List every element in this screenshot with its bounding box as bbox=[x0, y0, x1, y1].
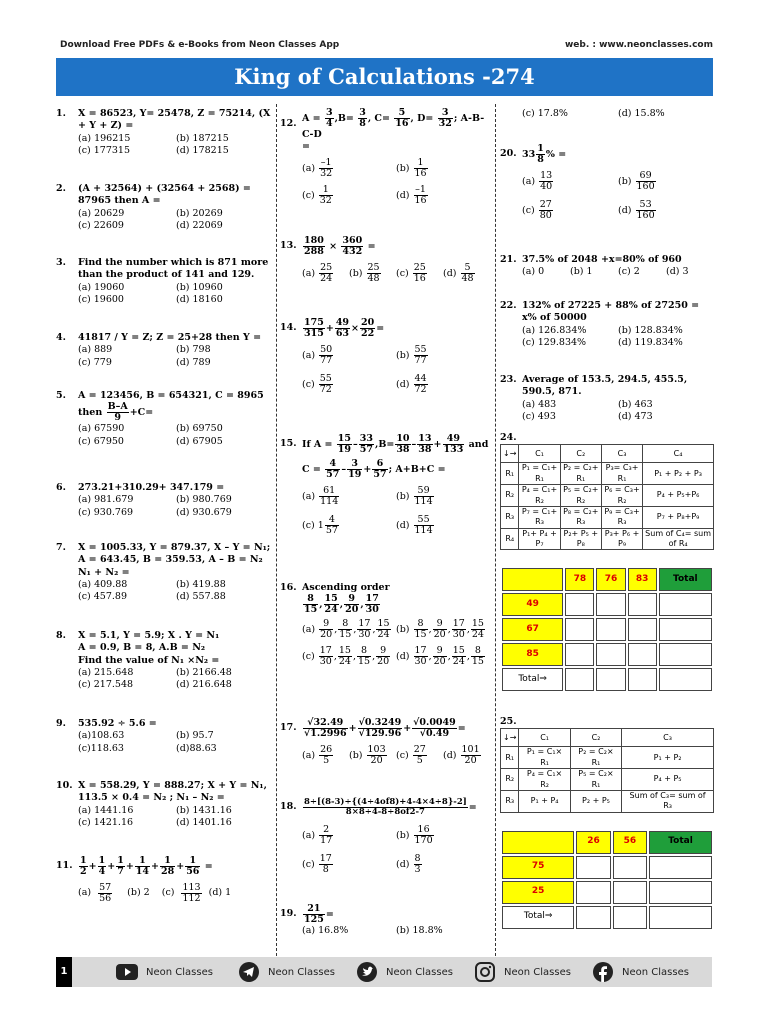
question-7: 7. X = 1005.33, Y = 879.37, X – Y = N₁; A = 643.45, B = 359.53, A – B = N₂ N₁ + N₂ = (a) 409.88 (b) 419.88 (c) 457.89 (d) 557.88 bbox=[56, 542, 271, 603]
grid-cell: P₃= C₃+ R₁ bbox=[601, 463, 642, 485]
question-4: 4. 41817 / Y = Z; Z = 25+28 then Y = (a) 889 (b) 798 (c) 779 (d) 789 bbox=[56, 332, 262, 368]
question-5: 5. A = 123456, B = 654321, C = 8965 then $\frac{B-A}{9}$ +C= (a) 67590 (b) 69750 (c) 67950 (d) 67905 bbox=[56, 390, 264, 447]
fraction: $\frac{15}{24}$ bbox=[377, 618, 390, 641]
option-a: (a) $\frac{9}{20}$ , $\frac{8}{15}$ , $\frac{17}{30}$ , $\frac{15}{24}$ bbox=[302, 618, 390, 641]
top-bar bbox=[60, 40, 713, 54]
question-2: 2. (A + 32564) + (32564 + 2568) = 87965 then A = (a) 20629 (b) 20269 (c) 22609 (d) 22069 bbox=[56, 183, 251, 232]
grid-cell: P₇ + P₈+P₉ bbox=[643, 506, 714, 528]
answer-input-cell[interactable] bbox=[565, 668, 594, 691]
question-11: 11. $\frac{1}{2}$ + $\frac{1}{4}$ + $\frac{1}{7}$ + $\frac{1}{14}$ + $\frac{1}{28}$ + $\frac{1}{56}$ = (a) $\frac{57}{56}$ (b) 2 (c) $\frac{113}{112}$ (d) 1 bbox=[56, 855, 232, 904]
fraction: $\frac{9}{20}$ bbox=[377, 645, 390, 668]
website-link[interactable]: web. : www.neonclasses.com bbox=[564, 40, 713, 50]
question-12: 12. A = $\frac{3}{4}$ ,B= $\frac{3}{8}$ , C= $\frac{5}{16}$ , D= $\frac{3}{32}$ ; A-B-C-D = (a) $\frac{-1}{32}$ (b) $\frac{1}{16}$ (c) $\frac{1}{32}$ (d) $\frac{-1}{16}$ bbox=[280, 107, 485, 206]
answer-input-cell[interactable] bbox=[649, 881, 712, 904]
grid-cell: C₂ bbox=[570, 729, 621, 747]
fraction: $\frac{1}{56}$ bbox=[186, 855, 200, 877]
question-19-cont: (c) 17.8% (d) 15.8% bbox=[522, 108, 665, 119]
twitter-link[interactable]: Neon Classes bbox=[356, 962, 453, 982]
telegram-link[interactable]: Neon Classes bbox=[238, 962, 335, 982]
grid-cell: P₉ = C₃+ R₃ bbox=[601, 506, 642, 528]
fraction: $\frac{15}{24}$ bbox=[471, 618, 484, 641]
fraction: $\frac{1}{2}$ bbox=[80, 855, 87, 877]
telegram-icon bbox=[238, 962, 260, 982]
grid-cell: P₂+ P₅ + P₈ bbox=[560, 528, 601, 550]
fraction: $\frac{1}{7}$ bbox=[117, 855, 124, 877]
question-20: 20. 33 $\frac{1}{8}$ % = (a) $\frac{13}{40}$ (b) $\frac{69}{160}$ (c) $\frac{27}{80}$ (d) $\frac{53}{160}$ bbox=[500, 143, 655, 221]
grid-cell: Sum of C₄= sum of R₄ bbox=[643, 528, 714, 550]
question-6: 6. 273.21+310.29+ 347.179 = (a) 981.679 (b) 980.769 (c) 930.769 (d) 930.679 bbox=[56, 482, 232, 518]
answer-input-cell[interactable] bbox=[659, 618, 712, 641]
grid-cell: C₄ bbox=[643, 445, 714, 463]
fraction: $\frac{17}{30}$ bbox=[358, 618, 371, 641]
grid-cell: P₁ + P₂ + P₃ bbox=[643, 463, 714, 485]
answer-header-cell bbox=[502, 831, 574, 854]
question-9: 9. 535.92 ÷ 5.6 = (a)108.63 (b) 95.7 (c)118.63 (d)88.63 bbox=[56, 718, 217, 754]
grid-cell: C₃ bbox=[601, 445, 642, 463]
answer-header-cell: 56 bbox=[613, 831, 647, 854]
fraction: $\frac{17}{30}$ bbox=[365, 593, 379, 616]
grid-cell: P₄ + P₅ bbox=[622, 769, 714, 791]
grid-cell: P₂ = C₂× R₁ bbox=[570, 747, 621, 769]
download-note: Download Free PDFs & e-Books from Neon Classes App bbox=[60, 40, 340, 50]
fraction: $\frac{17}{30}$ bbox=[414, 645, 427, 668]
fraction: $\frac{8}{15}$ bbox=[358, 645, 371, 668]
answer-input-cell[interactable] bbox=[613, 856, 647, 879]
answer-input-cell[interactable] bbox=[576, 906, 610, 929]
fraction: $\frac{9}{20}$ bbox=[345, 593, 359, 616]
answer-input-cell[interactable] bbox=[628, 643, 657, 666]
grid-cell: P₆ = C₃+ R₂ bbox=[601, 485, 642, 507]
grid-cell: ↓→ bbox=[501, 445, 519, 463]
page-title: King of Calculations -274 bbox=[56, 58, 713, 96]
answer-row-label: Total⇒ bbox=[502, 906, 574, 929]
fraction: $\frac{1}{28}$ bbox=[160, 855, 175, 877]
grid-cell: C₁ bbox=[519, 729, 570, 747]
youtube-link[interactable]: Neon Classes bbox=[116, 962, 213, 982]
question-16: 16. Ascending order $\frac{8}{15}$ , $\frac{15}{24}$ , $\frac{9}{20}$ , $\frac{17}{30}$ (a) $\frac{9}{20}$ , $\frac{8}{15}$ , $\frac{17}{30}$ , $\frac{15}{24}$ (b) $\frac{8}{15}$ , $\frac{9}{20}$ , $\frac{17}{30}$ , $\frac{15}{24}$ (c) $\frac{17}{30}$ , $\frac{15}{24}$ , $\frac{8}{15}$ , $\frac{9}{20}$ (d) $\frac{17}{30}$ , $\frac{9}{20}$ , $\frac{15}{24}$ , $\frac{8}{15}$ bbox=[280, 582, 490, 667]
answer-input-cell[interactable] bbox=[596, 618, 625, 641]
grid-cell: P₇ = C₁+ R₃ bbox=[519, 506, 560, 528]
grid-cell: C₁ bbox=[519, 445, 560, 463]
fraction: $\frac{9}{20}$ bbox=[433, 618, 446, 641]
grid-cell: C₂ bbox=[560, 445, 601, 463]
column-divider bbox=[495, 104, 496, 956]
grid-cell: P₁ + P₂ bbox=[622, 747, 714, 769]
fraction: $\frac{1}{14}$ bbox=[135, 855, 150, 877]
answer-grid-25 bbox=[500, 829, 714, 931]
answer-input-cell[interactable] bbox=[649, 906, 712, 929]
question-14: 14. $\frac{175}{315}$ + $\frac{49}{63}$ × $\frac{20}{22}$ = (a) $\frac{50}{77}$ (b) $\frac{55}{77}$ (c) $\frac{55}{72}$ (d) $\frac{44}{72}$ bbox=[280, 317, 427, 395]
instagram-link[interactable]: Neon Classes bbox=[474, 962, 571, 982]
fraction: $\frac{1}{4}$ bbox=[98, 855, 106, 877]
answer-header-cell bbox=[502, 568, 563, 591]
option-c: (c) $\frac{17}{30}$ , $\frac{15}{24}$ , $\frac{8}{15}$ , $\frac{9}{20}$ bbox=[302, 645, 390, 668]
grid-cell: P₂ + P₅ bbox=[570, 790, 621, 812]
grid-cell: P₁ = C₁+ R₁ bbox=[519, 463, 560, 485]
grid-cell: P₂ = C₂+ R₁ bbox=[560, 463, 601, 485]
facebook-icon bbox=[592, 962, 614, 982]
answer-input-cell[interactable] bbox=[596, 643, 625, 666]
answer-input-cell[interactable] bbox=[659, 593, 712, 616]
answer-grid-24 bbox=[500, 566, 714, 693]
grid-cell: R₁ bbox=[501, 463, 519, 485]
question-1: 1. X = 86523, Y= 25478, Z = 75214, (X + Y + Z) = (a) 196215 (b) 187215 (c) 177315 (d) 178215 bbox=[56, 108, 271, 157]
answer-input-cell[interactable] bbox=[576, 881, 610, 904]
question-19: 19. $\frac{21}{125}$ = (a) 16.8% (b) 18.8% bbox=[280, 903, 443, 936]
twitter-icon bbox=[356, 962, 378, 982]
footer-bar bbox=[56, 957, 712, 987]
fraction: $\frac{17}{30}$ bbox=[319, 645, 332, 668]
answer-input-cell[interactable] bbox=[628, 668, 657, 691]
grid-cell: P₁ + P₄ bbox=[519, 790, 570, 812]
grid-cell: R₂ bbox=[501, 485, 519, 507]
grid-cell: P₅ = C₂+ R₂ bbox=[560, 485, 601, 507]
question-3: 3. Find the number which is 871 more than the product of 141 and 129. (a) 19060 (b) 10960 (c) 19600 (d) 18160 bbox=[56, 257, 269, 306]
answer-input-cell[interactable] bbox=[659, 668, 712, 691]
answer-row-label: 49 bbox=[502, 593, 563, 616]
answer-header-cell: Total bbox=[659, 568, 712, 591]
instagram-icon bbox=[474, 962, 496, 982]
grid-cell: P₈ = C₂+ R₃ bbox=[560, 506, 601, 528]
fraction: $\frac{9}{20}$ bbox=[433, 645, 446, 668]
question-24: 24. ↓→ C₁ C₂ C₃ C₄ R₁ P₁ = C₁+ R₁ P₂ = C₂+ R₁ P₃= C₃+ R₁ P₁ + P₂ + P₃ R₂ P₄ = C₁+ R₂ P₅ = C₂+ R₂ P₆ = C₃+ R₂ P₄ + P₅+P₆ R₃ P₇ = C₁+ R₃ P₈ = C₂+ R₃ P₉ = C₃+ R₃ P₇ + P₈+P₉ R₄ P₁+ P₄ + P₇ P₂+ P₅ + P₈ P₃+ P₆ + P₉ Sum of C₄= sum of R₄ 78 76 83 Total 49 67 85 Total⇒ bbox=[500, 432, 714, 693]
fraction: $\frac{15}{24}$ bbox=[338, 645, 351, 668]
fraction: $\frac{17}{30}$ bbox=[452, 618, 465, 641]
option-d: (d) $\frac{17}{30}$ , $\frac{9}{20}$ , $\frac{15}{24}$ , $\frac{8}{15}$ bbox=[396, 645, 484, 668]
answer-header-cell: 78 bbox=[565, 568, 594, 591]
fraction: $\frac{8}{15}$ bbox=[339, 618, 352, 641]
question-25: 25. ↓→ C₁ C₂ C₃ R₁ P₁ = C₁× R₁ P₂ = C₂× R₁ P₁ + P₂ R₂ P₄ = C₁× R₂ P₅ = C₂× R₁ P₄ + P₅ R₃ P₁ + P₄ P₂ + P₅ Sum of C₃= sum of R₃ 26 56 Total 75 25 Total⇒ bbox=[500, 716, 714, 931]
answer-row-label: 67 bbox=[502, 618, 563, 641]
grid-cell: P₄ = C₁× R₂ bbox=[519, 769, 570, 791]
fraction: $\frac{9}{20}$ bbox=[320, 618, 333, 641]
fraction: $\frac{8}{15}$ bbox=[414, 618, 427, 641]
question-21: 21. 37.5% of 2048 +x=80% of 960 (a) 0 (b) 1 (c) 2 (d) 3 bbox=[500, 254, 689, 278]
answer-header-cell: 26 bbox=[576, 831, 610, 854]
answer-row-label: Total⇒ bbox=[502, 668, 563, 691]
grid-cell: P₁ = C₁× R₁ bbox=[519, 747, 570, 769]
grid-cell: C₃ bbox=[622, 729, 714, 747]
pattern-grid-25 bbox=[500, 728, 714, 812]
question-18: 18. $\frac{8\div[(8-3)\div\{(4\div 4of8)+4-4\times 4\div 8\}-2]}{8\times 8\div 4-8\div 8of2-7}$ = (a) $\frac{2}{17}$ (b) $\frac{16}{170}$ (c) $\frac{17}{8}$ (d) $\frac{8}{3}$ bbox=[280, 797, 477, 875]
answer-header-cell: 83 bbox=[628, 568, 657, 591]
grid-cell: R₄ bbox=[501, 528, 519, 550]
answer-row-label: 75 bbox=[502, 856, 574, 879]
grid-cell: R₁ bbox=[501, 747, 519, 769]
question-17: 17. $\frac{√32.49}{√1.2996}$ + $\frac{√0.3249}{√129.96}$ + $\frac{√0.0049}{√0.49}$ = (a) $\frac{26}{5}$ (b) $\frac{103}{20}$ (c) $\frac{27}{5}$ (d) $\frac{101}{20}$ bbox=[280, 717, 480, 766]
fraction: $\frac{8}{15}$ bbox=[471, 645, 484, 668]
answer-row-label: 25 bbox=[502, 881, 574, 904]
facebook-link[interactable]: Neon Classes bbox=[592, 962, 689, 982]
answer-input-cell[interactable] bbox=[565, 618, 594, 641]
grid-cell: R₃ bbox=[501, 506, 519, 528]
answer-row-label: 85 bbox=[502, 643, 563, 666]
answer-input-cell[interactable] bbox=[565, 593, 594, 616]
answer-input-cell[interactable] bbox=[613, 906, 647, 929]
answer-input-cell[interactable] bbox=[649, 856, 712, 879]
answer-input-cell[interactable] bbox=[565, 643, 594, 666]
grid-cell: P₅ = C₂× R₁ bbox=[570, 769, 621, 791]
question-13: 13. $\frac{180}{288}$ × $\frac{360}{432}$ = (a) $\frac{25}{24}$ (b) $\frac{25}{48}$ (c) $\frac{25}{16}$ (d) $\frac{5}{48}$ bbox=[280, 235, 474, 284]
answer-input-cell[interactable] bbox=[628, 593, 657, 616]
grid-cell: Sum of C₃= sum of R₃ bbox=[622, 790, 714, 812]
pattern-grid-24 bbox=[500, 444, 714, 550]
grid-cell: P₄ = C₁+ R₂ bbox=[519, 485, 560, 507]
fraction: $\frac{15}{24}$ bbox=[324, 593, 338, 616]
answer-header-cell: 76 bbox=[596, 568, 625, 591]
answer-input-cell[interactable] bbox=[628, 618, 657, 641]
grid-cell: R₃ bbox=[501, 790, 519, 812]
column-divider bbox=[276, 104, 277, 956]
fraction: $\frac{8}{15}$ bbox=[304, 593, 318, 616]
question-15: 15. If A = $\frac{15}{19}$ – $\frac{33}{57}$ ,B= $\frac{10}{38}$ – $\frac{13}{38}$ + $\frac{49}{133}$ and C = $\frac{4}{57}$ – $\frac{3}{19}$ + $\frac{6}{57}$ ; A+B+C = (a) $\frac{61}{114}$ (b) $\frac{59}{114}$ (c) 1 $\frac{4}{57}$ (d) $\frac{55}{114}$ bbox=[280, 433, 489, 536]
grid-cell: ↓→ bbox=[501, 729, 519, 747]
grid-cell: P₄ + P₅+P₆ bbox=[643, 485, 714, 507]
question-10: 10. X = 558.29, Y = 888.27; X + Y = N₁, 113.5 × 0.4 = N₂ ; N₁ – N₂ = (a) 1441.16 (b) 1431.16 (c) 1421.16 (d) 1401.16 bbox=[56, 780, 267, 829]
page-number: 1 bbox=[56, 957, 72, 987]
answer-input-cell[interactable] bbox=[596, 593, 625, 616]
option-b: (b) $\frac{8}{15}$ , $\frac{9}{20}$ , $\frac{17}{30}$ , $\frac{15}{24}$ bbox=[396, 618, 484, 641]
question-23: 23. Average of 153.5, 294.5, 455.5, 590.5, 871. (a) 483 (b) 463 (c) 493 (d) 473 bbox=[500, 374, 688, 423]
answer-header-cell: Total bbox=[649, 831, 712, 854]
fraction: $\frac{15}{24}$ bbox=[452, 645, 465, 668]
grid-cell: P₁+ P₄ + P₇ bbox=[519, 528, 560, 550]
question-8: 8. X = 5.1, Y = 5.9; X . Y = N₁ A = 0.9, B = 8, A.B = N₂ Find the value of N₁ ×N₂ = (a) 215.648 (b) 2166.48 (c) 217.548 (d) 216.648 bbox=[56, 630, 232, 691]
answer-input-cell[interactable] bbox=[576, 856, 610, 879]
answer-input-cell[interactable] bbox=[596, 668, 625, 691]
grid-cell: P₃+ P₆ + P₉ bbox=[601, 528, 642, 550]
answer-input-cell[interactable] bbox=[659, 643, 712, 666]
grid-cell: R₂ bbox=[501, 769, 519, 791]
youtube-icon bbox=[116, 962, 138, 982]
question-22: 22. 132% of 27225 + 88% of 27250 = x% of 50000 (a) 126.834% (b) 128.834% (c) 129.834% (d) 119.834% bbox=[500, 300, 700, 349]
answer-input-cell[interactable] bbox=[613, 881, 647, 904]
